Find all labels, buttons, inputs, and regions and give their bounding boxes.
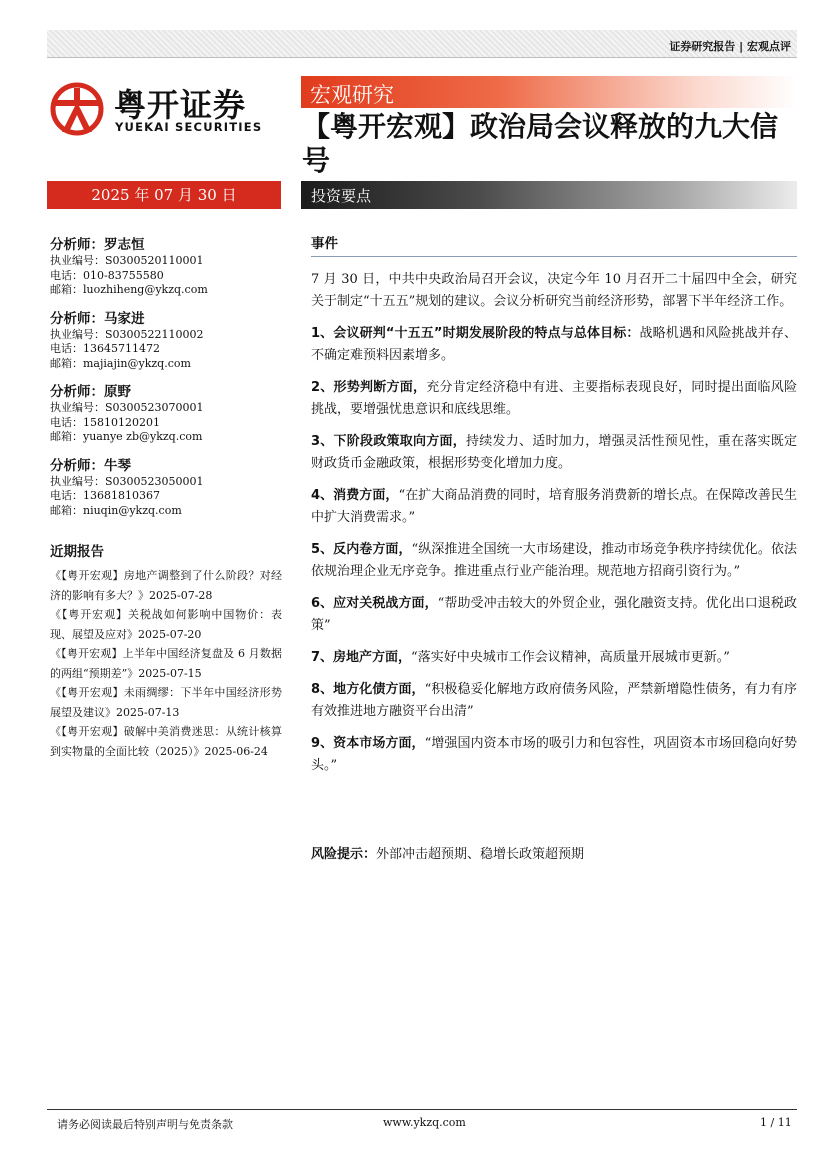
signal-text: 充分肯定经济稳中有进、主要指标表现良好，同时提出面临风险挑战，要增强忧患意识和底线思维。: [311, 380, 797, 417]
signal-point: [311, 593, 797, 637]
risk-label: 风险提示：: [311, 847, 377, 862]
logo-english-name: YUEKAI SECURITIES: [115, 120, 263, 134]
analyst-card: [50, 310, 290, 372]
signal-label: 7、房地产方面，: [311, 650, 412, 665]
signal-point: [311, 485, 797, 529]
signal-label: 2、形势判断方面，: [311, 380, 427, 395]
main-content: [311, 232, 797, 777]
signal-text: “积极稳妥化解地方政府债务风险，严禁新增隐性债务，有力有序有效推进地方融资平台出清”: [311, 682, 797, 719]
signal-point: [311, 539, 797, 583]
analyst-phone: 电话：13645711472: [50, 342, 160, 355]
analyst-phone: 电话：13681810367: [50, 489, 160, 502]
category-label: 宏观研究: [310, 83, 394, 107]
signal-point: [311, 377, 797, 421]
signal-label: 5、反内卷方面，: [311, 542, 412, 557]
recent-report-link[interactable]: 《【粤开宏观】上半年中国经济复盘及 6 月数据的两组“预期差”》2025-07-15: [50, 647, 282, 680]
footer-url[interactable]: www.ykzq.com: [383, 1116, 466, 1129]
summary-label: 投资要点: [311, 187, 372, 205]
summary-bar: [301, 181, 797, 209]
signal-point: [311, 647, 797, 669]
signal-text: “落实好中央城市工作会议精神，高质量开展城市更新。”: [411, 650, 730, 665]
analyst-name: 分析师：牛琴: [50, 457, 131, 474]
signal-text: 持续发力、适时加力，增强灵活性预见性，重在落实既定财政货币金融政策，根据形势变化增加力度。: [311, 434, 797, 471]
report-type-label: 证券研究报告 | 宏观点评: [669, 40, 791, 53]
logo-chinese-name: 粤开证券: [114, 86, 247, 124]
analyst-license: 执业编号：S0300522110002: [50, 327, 204, 341]
footer-disclaimer: 请务必阅读最后特别声明与免责条款: [57, 1118, 233, 1131]
analyst-email[interactable]: 邮箱：yuanye zb@ykzq.com: [50, 430, 203, 443]
event-intro: 7 月 30 日，中共中央政治局召开会议，决定今年 10 月召开二十届四中全会，研究关于制定“十五五”规划的建议。会议分析研究当前经济形势，部署下半年经济工作。: [311, 272, 797, 309]
signal-point: [311, 431, 797, 475]
signal-point: [311, 323, 797, 367]
signal-text: 战略机遇和风险挑战并存、不确定难预料因素增多。: [311, 326, 797, 363]
signal-text: “纵深推进全国统一大市场建设，推动市场竞争秩序持续优化。依法依规治理企业无序竞争。推进重点行业产能治理。规范地方招商引资行为。”: [311, 542, 797, 579]
event-heading: 事件: [311, 232, 797, 257]
analyst-phone: 电话：15810120201: [50, 415, 160, 429]
analyst-name: 分析师：原野: [50, 384, 131, 400]
company-logo: [50, 82, 280, 138]
signal-label: 4、消费方面，: [311, 488, 399, 503]
analyst-email[interactable]: 邮箱：niuqin@ykzq.com: [50, 503, 182, 517]
recent-report-link[interactable]: 《【粤开宏观】房地产调整到了什么阶段？对经济的影响有多大？》2025-07-28: [50, 569, 282, 602]
analyst-phone: 电话：010-83755580: [50, 268, 164, 282]
analyst-license: 执业编号：S0300523050001: [50, 474, 204, 488]
analyst-card: [50, 236, 290, 298]
risk-warning: [311, 845, 797, 865]
signal-label: 6、应对关税战方面，: [311, 596, 438, 611]
analyst-license: 执业编号：S0300523070001: [50, 401, 204, 414]
signal-label: 1、会议研判“十五五”时期发展阶段的特点与总体目标：: [311, 326, 640, 341]
signal-label: 8、地方化债方面，: [311, 682, 425, 697]
signal-text: “增强国内资本市场的吸引力和包容性，巩固资本市场回稳向好势头。”: [311, 736, 797, 773]
analyst-license: 执业编号：S0300520110001: [50, 254, 204, 267]
recent-report-link[interactable]: 《【粤开宏观】关税战如何影响中国物价：表现、展望及应对》2025-07-20: [50, 608, 282, 641]
signal-point: [311, 733, 797, 777]
recent-reports-title: 近期报告: [50, 544, 104, 560]
report-date: 2025 年 07 月 30 日: [47, 181, 281, 209]
signal-text: “帮助受冲击较大的外贸企业，强化融资支持。优化出口退税政策”: [311, 596, 797, 633]
analyst-name: 分析师：罗志恒: [50, 237, 145, 253]
recent-report-link[interactable]: 《【粤开宏观】未雨绸缪：下半年中国经济形势展望及建议》2025-07-13: [50, 686, 282, 719]
analyst-email[interactable]: 邮箱：luozhiheng@ykzq.com: [50, 283, 208, 296]
footer-divider: [47, 1109, 797, 1110]
signal-label: 3、下阶段政策取向方面，: [311, 434, 467, 449]
yuekai-logo-icon: [50, 82, 104, 136]
category-banner: [301, 76, 797, 108]
header-bar: [47, 30, 797, 58]
risk-text: 外部冲击超预期、稳增长政策超预期: [376, 847, 585, 862]
signal-point: [311, 679, 797, 723]
analyst-name: 分析师：马家进: [50, 310, 145, 327]
signal-text: “在扩大商品消费的同时，培育服务消费新的增长点。在保障改善民生中扩大消费需求。”: [311, 488, 797, 525]
page-number: 1 / 11: [760, 1116, 792, 1129]
analyst-email[interactable]: 邮箱：majiajin@ykzq.com: [50, 356, 191, 370]
report-title: 【粤开宏观】政治局会议释放的九大信号: [302, 110, 779, 177]
sidebar: [50, 236, 290, 761]
signal-label: 9、资本市场方面，: [311, 736, 425, 751]
analyst-card: [50, 383, 290, 445]
analyst-card: [50, 457, 290, 519]
recent-report-link[interactable]: 《【粤开宏观】破解中美消费迷思：从统计核算到实物量的全面比较（2025）》2025-06-24: [50, 725, 282, 758]
